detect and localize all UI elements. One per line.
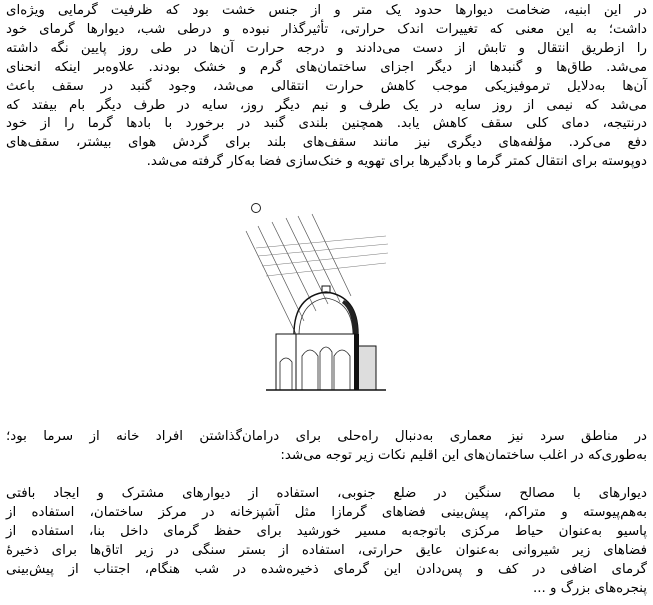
text-line: داشت؛ به این معنی که تغییرات اندک حرارتی، تأثیرگذار نبوده و درطی شب، دیوارها گرمای خود xyxy=(6,21,647,37)
domed-building-diagram xyxy=(236,196,406,404)
text-line: درنتیجه، دمای کلی سقف کاهش یابد. همچنین بلندی گنبد در برخورد با بادها گرما را از خود xyxy=(6,116,647,132)
text-line: پنجره‌های بزرگ و ... xyxy=(532,580,647,596)
text-line: در مناطق سرد نیز معماری به‌دنبال راه‌حلی برای درامان‌گذاشتن افراد خانه از سرما بود؛ xyxy=(6,429,647,444)
text-line: گرمای اضافی در کف و پس‌دادن این گرمای ذخیره‌شده در شب هنگام، اجتناب از پیش‌بینی xyxy=(6,561,647,577)
arches xyxy=(280,347,350,390)
paragraph-hot-dry-climate xyxy=(6,2,647,172)
text-line: را ازطریق انتقال و تابش از دست می‌دادند و درجه حرارت آن‌ها در طی روز پایین نگه داشته xyxy=(6,40,647,56)
sun-ray-lines xyxy=(246,214,351,334)
paragraph-cold-climate-intro xyxy=(6,428,647,466)
text-line: آن‌ها به‌دلایل ترموفیزیکی موجب کاهش حرارت انتقالی می‌شد، وجود گنبد در سقف باعث xyxy=(6,78,647,94)
text-line: می‌شد که نیمی از روز سایه در یک طرف و نیم دیگر روز، سایه در طرف دیگر بام بیفتد که xyxy=(6,97,647,113)
text-line: در این ابنیه، ضخامت دیوارها حدود یک متر و از جنس خشت بود که ظرفیت گرمایی ویژه‌ای xyxy=(6,3,647,18)
building-wall-center xyxy=(296,334,356,390)
text-line: دفع می‌کرد. مؤلفه‌های دیگری نیز مانند سقف‌های بلند برای گردش هوای بیشتر، سقف‌های xyxy=(6,135,647,151)
text-line: دوپوسته برای انتقال کمتر گرما و بادگیرها برای تهویه و خنک‌سازی فضا به‌کار گرفته می‌شد. xyxy=(146,154,647,170)
text-line: فضاهای زیر شیروانی به‌عنوان عایق حرارتی، استفاده از بستر سنگی در زیر اتاق‌ها برای ذخیرهٔ xyxy=(6,542,647,558)
dark-pier xyxy=(354,334,359,390)
text-line: به‌طوری‌که در اغلب ساختمان‌های این اقلیم نکات زیر توجه می‌شد: xyxy=(280,447,647,463)
text-line: می‌شد. طاق‌ها و گنبدها از دیگر اجزای ساختمان‌های گرم و خشک بودند. علاوه‌بر اینکه انحنای xyxy=(6,59,647,75)
text-line: پاسیو به‌عنوان حیاط مرکزی باتوجه‌به مسیر خورشید برای حفظ گرمای داخل بنا، استفاده از xyxy=(6,523,647,539)
sun-icon xyxy=(252,204,261,213)
shade-hatch-lines xyxy=(256,236,388,276)
paragraph-cold-climate-features xyxy=(6,485,647,598)
text-line: به‌هم‌پیوسته و متراکم، پیش‌بینی فضاهای گرمازا مثل آشپزخانه در مرکز ساختمان، استفاده از xyxy=(6,504,647,520)
text-line: دیوارهای با مصالح سنگین در ضلع جنوبی، استفاده از دیوارهای مشترک و ایجاد بافتی xyxy=(6,486,647,501)
building-wall-left xyxy=(276,334,296,390)
